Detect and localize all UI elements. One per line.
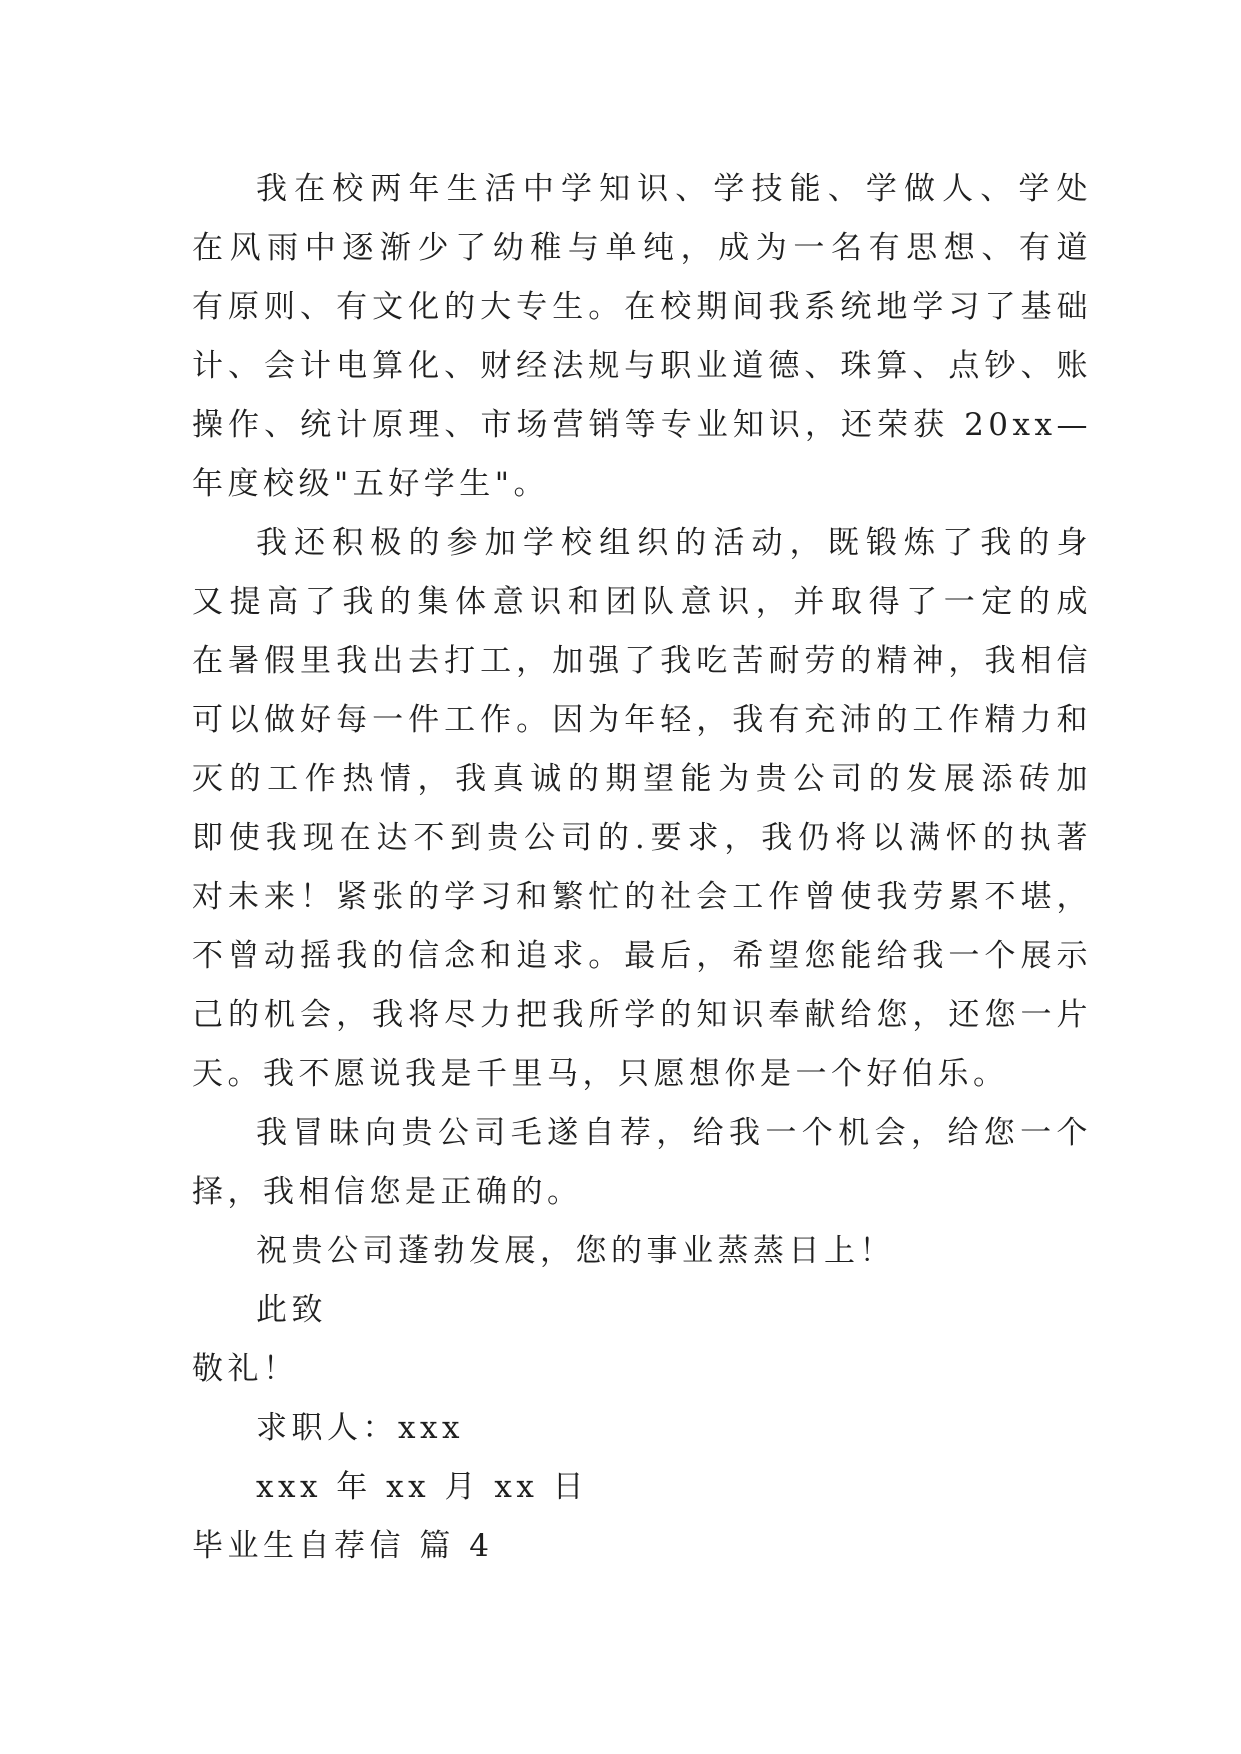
paragraph-line: 我还积极的参加学校组织的活动，既锻炼了我的身 (256, 525, 1092, 561)
paragraph-line: 即使我现在达不到贵公司的.要求，我仍将以满怀的执著 (192, 820, 1092, 856)
paragraph-1 (192, 160, 1092, 514)
paragraph-2 (192, 514, 1092, 1104)
paragraph-line: 可以做好每一件工作。因为年轻，我有充沛的工作精力和 (192, 702, 1092, 738)
paragraph-line: 又提高了我的集体意识和团队意识，并取得了一定的成 (192, 584, 1092, 620)
paragraph-line: 年度校级"五好学生"。 (192, 466, 550, 502)
paragraph-line: 我在校两年生活中学知识、学技能、学做人、学处 (256, 171, 1092, 207)
paragraph-line: 己的机会，我将尽力把我所学的知识奉献给您，还您一片 (192, 997, 1092, 1033)
paragraph-line: 在暑假里我出去打工，加强了我吃苦耐劳的精神，我相信 (192, 643, 1092, 679)
date: xxx 年 xx 月 xx 日 (256, 1469, 589, 1505)
paragraph-line: 灭的工作热情，我真诚的期望能为贵公司的发展添砖加 (192, 761, 1092, 797)
salutation-ci-zhi: 此致 (256, 1292, 327, 1328)
signature: 求职人：xxx (256, 1410, 464, 1446)
closing-wish: 祝贵公司蓬勃发展，您的事业蒸蒸日上！ (256, 1233, 895, 1269)
salutation-jing-li: 敬礼！ (192, 1351, 299, 1387)
paragraph-line: 天。我不愿说我是千里马，只愿想你是一个好伯乐。 (192, 1056, 1009, 1092)
next-section-title: 毕业生自荐信 篇 4 (192, 1528, 494, 1564)
paragraph-line: 操作、统计原理、市场营销等专业知识，还荣获 20xx— (192, 407, 1092, 443)
letter-body (192, 160, 1092, 1576)
paragraph-line: 我冒昧向贵公司毛遂自荐，给我一个机会，给您一个 (256, 1115, 1092, 1151)
paragraph-line: 择，我相信您是正确的。 (192, 1174, 583, 1210)
paragraph-line: 有原则、有文化的大专生。在校期间我系统地学习了基础 (192, 289, 1092, 325)
paragraph-line: 计、会计电算化、财经法规与职业道德、珠算、点钞、账 (192, 348, 1092, 384)
paragraph-line: 不曾动摇我的信念和追求。最后，希望您能给我一个展示 (192, 938, 1092, 974)
paragraph-3 (192, 1104, 1092, 1222)
paragraph-line: 对未来！紧张的学习和繁忙的社会工作曾使我劳累不堪， (192, 879, 1092, 915)
paragraph-line: 在风雨中逐渐少了幼稚与单纯，成为一名有思想、有道 (192, 230, 1092, 266)
